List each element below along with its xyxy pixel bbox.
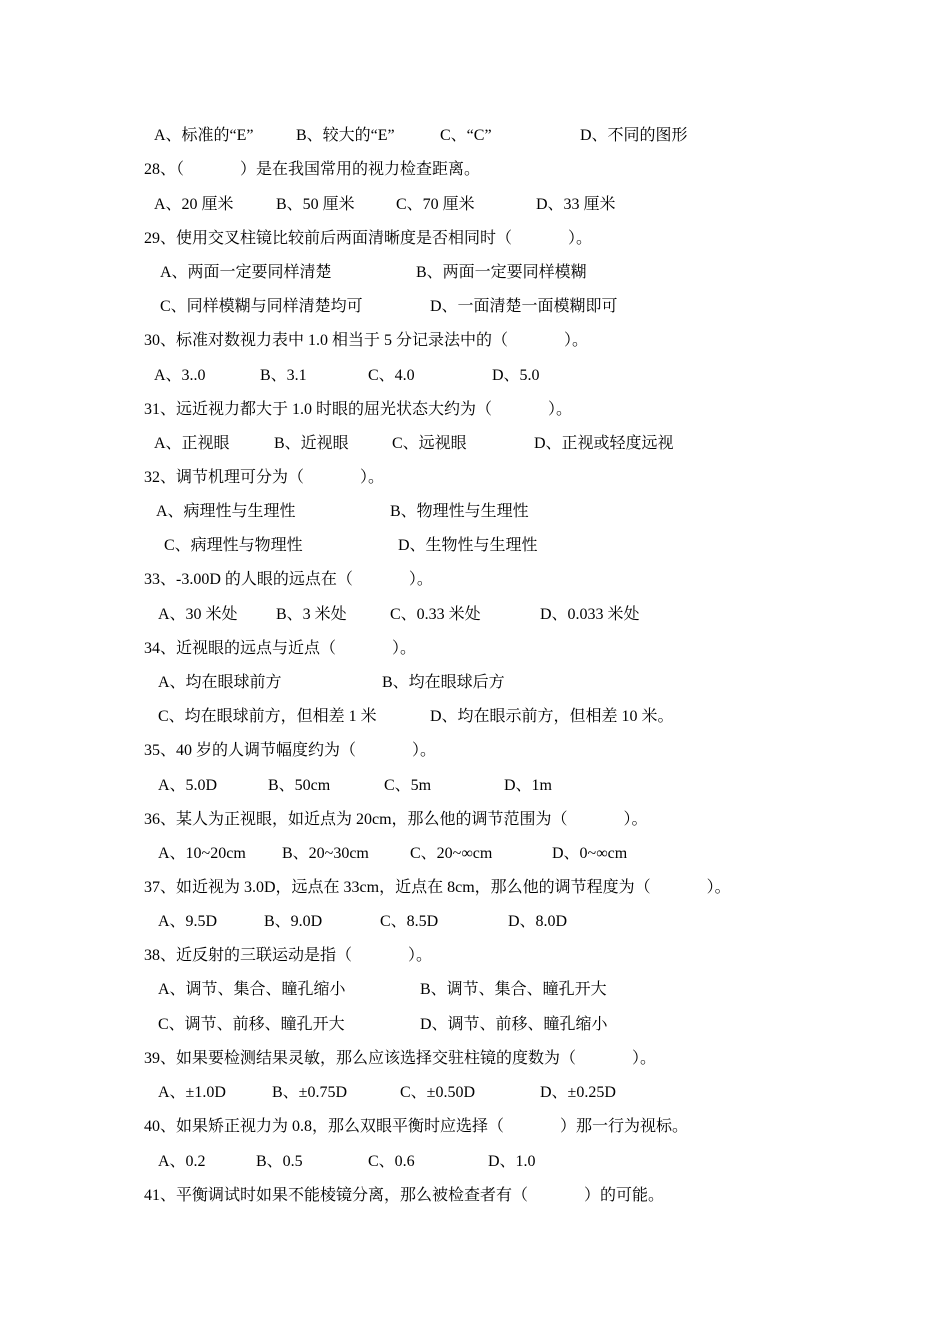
option-d: D、1m	[504, 777, 553, 794]
option-c: C、远视眼	[392, 435, 467, 452]
option-a: A、两面一定要同样清楚	[160, 264, 332, 281]
question-text: 37、如近视为 3.0D，远点在 33cm，近点在 8cm，那么他的调节程度为（ ）。	[144, 879, 731, 896]
option-b: B、0.5	[256, 1153, 303, 1170]
option-b: B、物理性与生理性	[390, 503, 529, 520]
option-b: B、均在眼球后方	[382, 674, 505, 691]
option-b: B、调节、集合、瞳孔开大	[420, 981, 607, 998]
option-d: D、±0.25D	[540, 1084, 616, 1101]
question-text: 32、调节机理可分为（ ）。	[144, 469, 385, 486]
option-a: A、均在眼球前方	[158, 674, 282, 691]
option-b: B、50 厘米	[276, 196, 355, 213]
option-a: A、标准的“E”	[154, 127, 254, 144]
option-c: C、±0.50D	[400, 1084, 476, 1101]
option-d: D、0.033 米处	[540, 606, 640, 623]
option-a: A、调节、集合、瞳孔缩小	[158, 981, 346, 998]
option-a: A、20 厘米	[154, 196, 234, 213]
question-text: 29、使用交叉柱镜比较前后两面清晰度是否相同时（ ）。	[144, 230, 593, 247]
option-c: C、4.0	[368, 367, 415, 384]
option-b: B、50cm	[268, 777, 331, 794]
option-d: D、8.0D	[508, 913, 568, 930]
question-text: 40、如果矫正视力为 0.8，那么双眼平衡时应选择（ ）那一行为视标。	[144, 1118, 689, 1135]
option-d: D、1.0	[488, 1153, 536, 1170]
option-a: A、病理性与生理性	[156, 503, 296, 520]
option-c: C、20~∞cm	[410, 845, 493, 862]
option-b: B、较大的“E”	[296, 127, 395, 144]
option-c: C、0.6	[368, 1153, 415, 1170]
option-b: B、±0.75D	[272, 1084, 348, 1101]
option-d: D、0~∞cm	[552, 845, 628, 862]
option-a: A、10~20cm	[158, 845, 246, 862]
question-text: 41、平衡调试时如果不能棱镜分离，那么被检查者有（ ）的可能。	[144, 1187, 665, 1204]
option-a: C、均在眼球前方，但相差 1 米	[158, 708, 377, 725]
option-c: C、0.33 米处	[390, 606, 481, 623]
question-text: 31、远近视力都大于 1.0 时眼的屈光状态大约为（ ）。	[144, 401, 573, 418]
option-b: B、近视眼	[274, 435, 349, 452]
option-a: A、0.2	[158, 1153, 206, 1170]
option-a: A、30 米处	[158, 606, 238, 623]
option-a: C、调节、前移、瞳孔开大	[158, 1016, 345, 1033]
option-a: A、9.5D	[158, 913, 218, 930]
option-b: B、9.0D	[264, 913, 323, 930]
option-a: C、同样模糊与同样清楚均可	[160, 298, 363, 315]
question-text: 33、-3.00D 的人眼的远点在（ ）。	[144, 571, 433, 588]
option-a: A、±1.0D	[158, 1084, 226, 1101]
option-b: B、20~30cm	[282, 845, 369, 862]
option-b: D、一面清楚一面模糊即可	[430, 298, 618, 315]
question-text: 39、如果要检测结果灵敏，那么应该选择交驻柱镜的度数为（ ）。	[144, 1050, 657, 1067]
option-d: D、33 厘米	[536, 196, 616, 213]
option-b: D、生物性与生理性	[398, 537, 538, 554]
option-a: A、3..0	[154, 367, 206, 384]
question-text: 38、近反射的三联运动是指（ ）。	[144, 947, 433, 964]
option-d: D、不同的图形	[580, 127, 688, 144]
option-b: B、3.1	[260, 367, 307, 384]
question-text: 28、（ ）是在我国常用的视力检查距离。	[144, 161, 481, 178]
option-b: D、调节、前移、瞳孔缩小	[420, 1016, 608, 1033]
option-a: A、正视眼	[154, 435, 230, 452]
option-a: A、5.0D	[158, 777, 218, 794]
option-c: C、“C”	[440, 127, 492, 144]
option-b: D、均在眼示前方，但相差 10 米。	[430, 708, 674, 725]
option-a: C、病理性与物理性	[164, 537, 303, 554]
question-text: 30、标准对数视力表中 1.0 相当于 5 分记录法中的（ ）。	[144, 332, 589, 349]
option-d: D、正视或轻度远视	[534, 435, 674, 452]
option-d: D、5.0	[492, 367, 540, 384]
option-c: C、70 厘米	[396, 196, 475, 213]
question-text: 35、40 岁的人调节幅度约为（ ）。	[144, 742, 437, 759]
option-c: C、5m	[384, 777, 432, 794]
question-text: 36、某人为正视眼，如近点为 20cm，那么他的调节范围为（ ）。	[144, 811, 648, 828]
question-text: 34、近视眼的远点与近点（ ）。	[144, 640, 417, 657]
option-b: B、3 米处	[276, 606, 347, 623]
option-c: C、8.5D	[380, 913, 439, 930]
option-b: B、两面一定要同样模糊	[416, 264, 587, 281]
